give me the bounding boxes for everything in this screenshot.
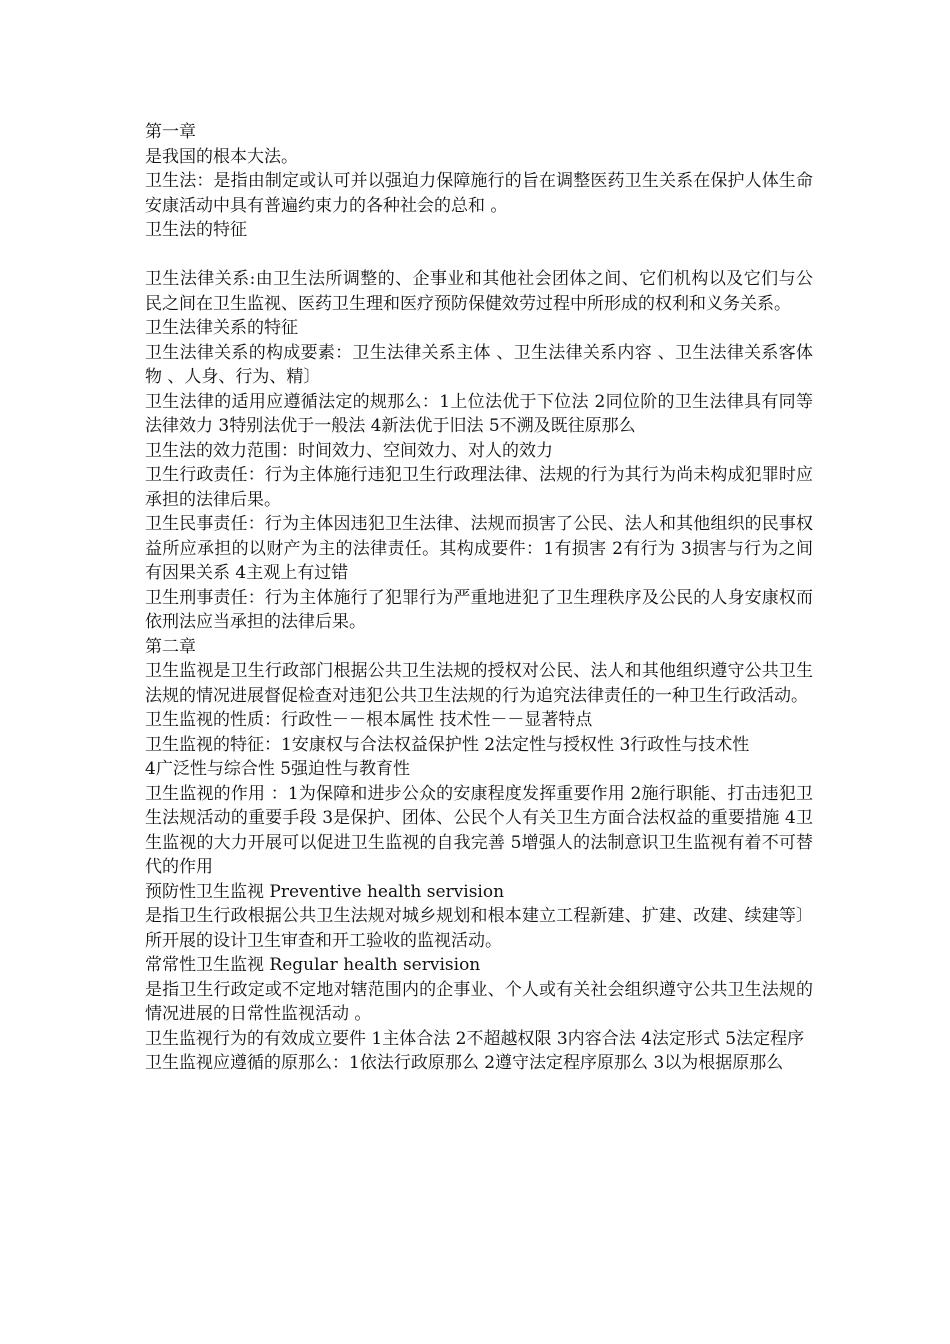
paragraph: 卫生民事责任：行为主体因违犯卫生法律、法规而损害了公民、法人和其他组织的民事权益所应承担的以财产为主的法律责任。其构成要件：1有损害 2有行为 3损害与行为之间有因果关系 4主观上有过错: [145, 514, 813, 583]
paragraph: 卫生监视应遵循的原那么：1依法行政原那么 2遵守法定程序原那么 3以为根据原那么: [145, 1053, 784, 1073]
paragraph: 预防性卫生监视 Preventive health servision: [145, 881, 505, 902]
paragraph: 卫生法：是指由制定或认可并以强迫力保障施行的旨在调整医药卫生关系在保护人体生命安康活动中具有普遍约束力的各种社会的总和 。: [145, 171, 813, 216]
paragraph: 卫生监视的作用 ：1为保障和进步公众的安康程度发挥重要作用 2施行职能、打击违犯卫生法规活动的重要手段 3是保护、团体、公民个人有关卫生方面合法权益的重要措施 4卫生监视的大力开展可以促进卫生监视的自我完善 5增强人的法制意识卫生监视有着不可替代的作用: [145, 783, 813, 877]
paragraph: 卫生刑事责任：行为主体施行了犯罪行为严重地进犯了卫生理秩序及公民的人身安康权而依刑法应当承担的法律后果。: [145, 587, 813, 632]
paragraph: 是指卫生行政定或不定地对辖范围内的企事业、个人或有关社会组织遵守公共卫生法规的情况进展的日常性监视活动 。: [145, 979, 813, 1024]
paragraph: 卫生监视行为的有效成立要件 1主体合法 2不超越权限 3内容合法 4法定形式 5法定程序: [145, 1028, 805, 1049]
paragraph: 卫生法律关系:由卫生法所调整的、企事业和其他社会团体之间、它们机构以及它们与公民之间在卫生监视、医药卫生理和医疗预防保健效劳过程中所形成的权利和义务关系。: [145, 269, 813, 314]
paragraph: 是我国的根本大法。: [145, 146, 298, 167]
paragraph: 卫生法的特征: [145, 220, 247, 240]
paragraph: 卫生法的效力范围：时间效力、空间效力、对人的效力: [145, 440, 553, 461]
paragraph: 卫生监视的特征：1安康权与合法权益保护性 2法定性与授权性 3行政性与技术性: [145, 734, 750, 755]
paragraph: 卫生法律关系的特征: [145, 318, 298, 338]
paragraph: 是指卫生行政根据公共卫生法规对城乡规划和根本建立工程新建、扩建、改建、续建等〕所开展的设计卫生审查和开工验收的监视活动。: [145, 906, 813, 951]
paragraph: 卫生监视是卫生行政部门根据公共卫生法规的授权对公民、法人和其他组织遵守公共卫生法规的情况进展督促检查对违犯公共卫生法规的行为追究法律责任的一种卫生行政活动。: [145, 661, 813, 706]
document-body: [145, 120, 813, 1076]
paragraph: 卫生行政责任：行为主体施行违犯卫生行政理法律、法规的行为其行为尚未构成犯罪时应承担的法律后果。: [145, 465, 813, 510]
chapter-heading-1: 第一章: [145, 122, 196, 142]
paragraph: 卫生法律关系的构成要素：卫生法律关系主体 、卫生法律关系内容 、卫生法律关系客体物 、人身、行为、精〕: [145, 342, 813, 387]
paragraph: 卫生监视的性质：行政性－－根本属性 技术性－－显著特点: [145, 710, 593, 730]
chapter-heading-2: 第二章: [145, 636, 196, 657]
blank-line: [145, 243, 813, 268]
paragraph: 常常性卫生监视 Regular health servision: [145, 955, 481, 975]
paragraph: 卫生法律的适用应遵循法定的规那么：1上位法优于下位法 2同位阶的卫生法律具有同等法律效力 3特别法优于一般法 4新法优于旧法 5不溯及既往原那么: [145, 391, 813, 436]
paragraph: 4广泛性与综合性 5强迫性与教育性: [145, 759, 411, 779]
